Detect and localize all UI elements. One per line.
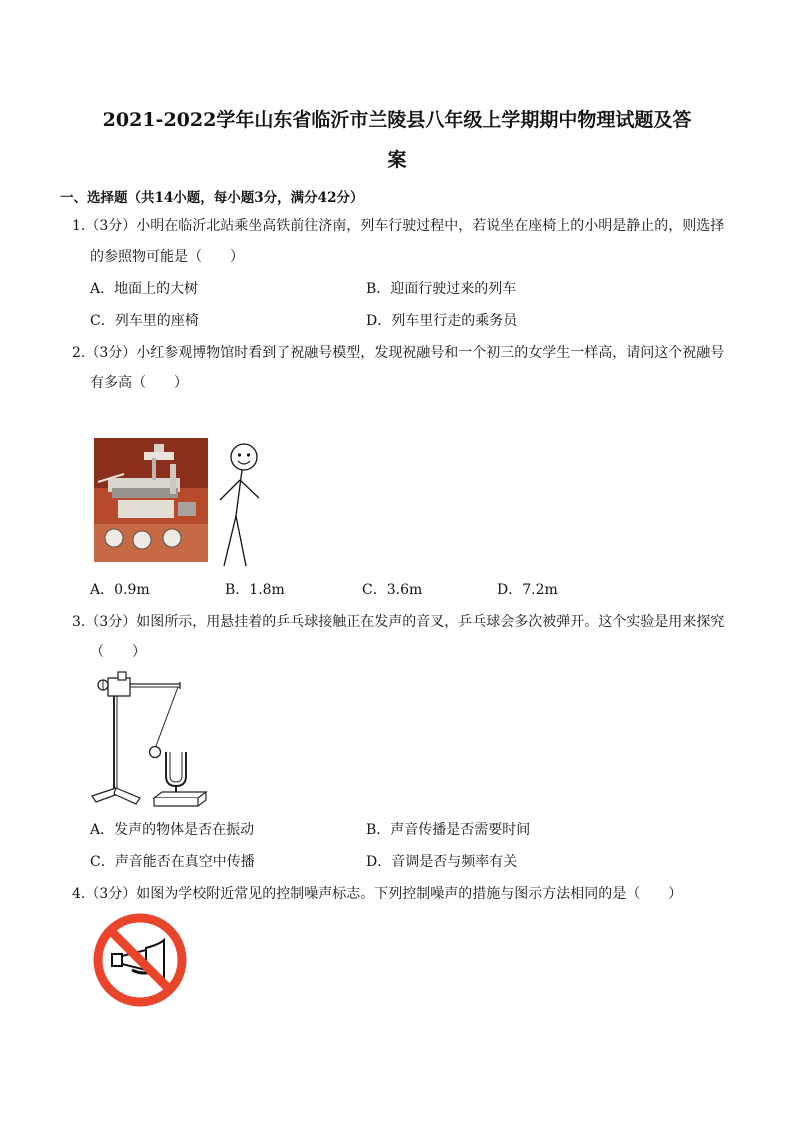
question-3-option-b: B．声音传播是否需要时间	[366, 822, 531, 838]
question-4-stem-line1: 4.（3分）如图为学校附近常见的控制噪声标志。下列控制噪声的措施与图示方法相同的是（ ）	[72, 886, 683, 902]
question-2-option-b: B．1.8m	[225, 582, 285, 598]
question-2-option-c: C．3.6m	[362, 582, 423, 598]
question-2-stem-line1: 2.（3分）小红参观博物馆时看到了祝融号模型，发现祝融号和一个初三的女学生一样高，请问这个祝融号	[72, 345, 725, 361]
pendulum-tuning-fork-apparatus	[88, 668, 214, 812]
no-honking-sign	[92, 912, 188, 1008]
question-1-option-d: D．列车里行走的乘务员	[366, 313, 518, 329]
page-title-line2: 案	[387, 149, 407, 171]
question-1-option-a: A．地面上的大树	[90, 281, 199, 297]
question-1-stem-line2: 的参照物可能是（ ）	[90, 249, 244, 265]
question-3-option-d: D．音调是否与频率有关	[366, 854, 518, 870]
question-3-option-a: A．发声的物体是否在振动	[90, 822, 255, 838]
question-3-stem-line1: 3.（3分）如图所示，用悬挂着的乒乓球接触正在发声的音叉，乒乓球会多次被弹开。这个实验是用来探究	[72, 614, 725, 630]
page-title-line1: 2021-2022学年山东省临沂市兰陵县八年级上学期期中物理试题及答	[102, 109, 692, 131]
question-1-option-b: B．迎面行驶过来的列车	[366, 281, 517, 297]
question-2-option-d: D．7.2m	[497, 582, 558, 598]
question-2-option-a: A．0.9m	[90, 582, 150, 598]
question-3-option-c: C．声音能否在真空中传播	[90, 854, 255, 870]
question-3-stem-line2: （ ）	[90, 644, 146, 660]
question-1-option-c: C．列车里的座椅	[90, 313, 199, 329]
section-heading: 一、选择题（共14小题，每小题3分，满分42分）	[60, 190, 364, 206]
question-1-stem-line1: 1.（3分）小明在临沂北站乘坐高铁前往济南，列车行驶过程中，若说坐在座椅上的小明是静止的，则选择	[72, 218, 725, 234]
stick-figure	[214, 440, 268, 568]
question-2-stem-line2: 有多高（ ）	[90, 375, 188, 391]
rover-photo	[94, 438, 208, 562]
